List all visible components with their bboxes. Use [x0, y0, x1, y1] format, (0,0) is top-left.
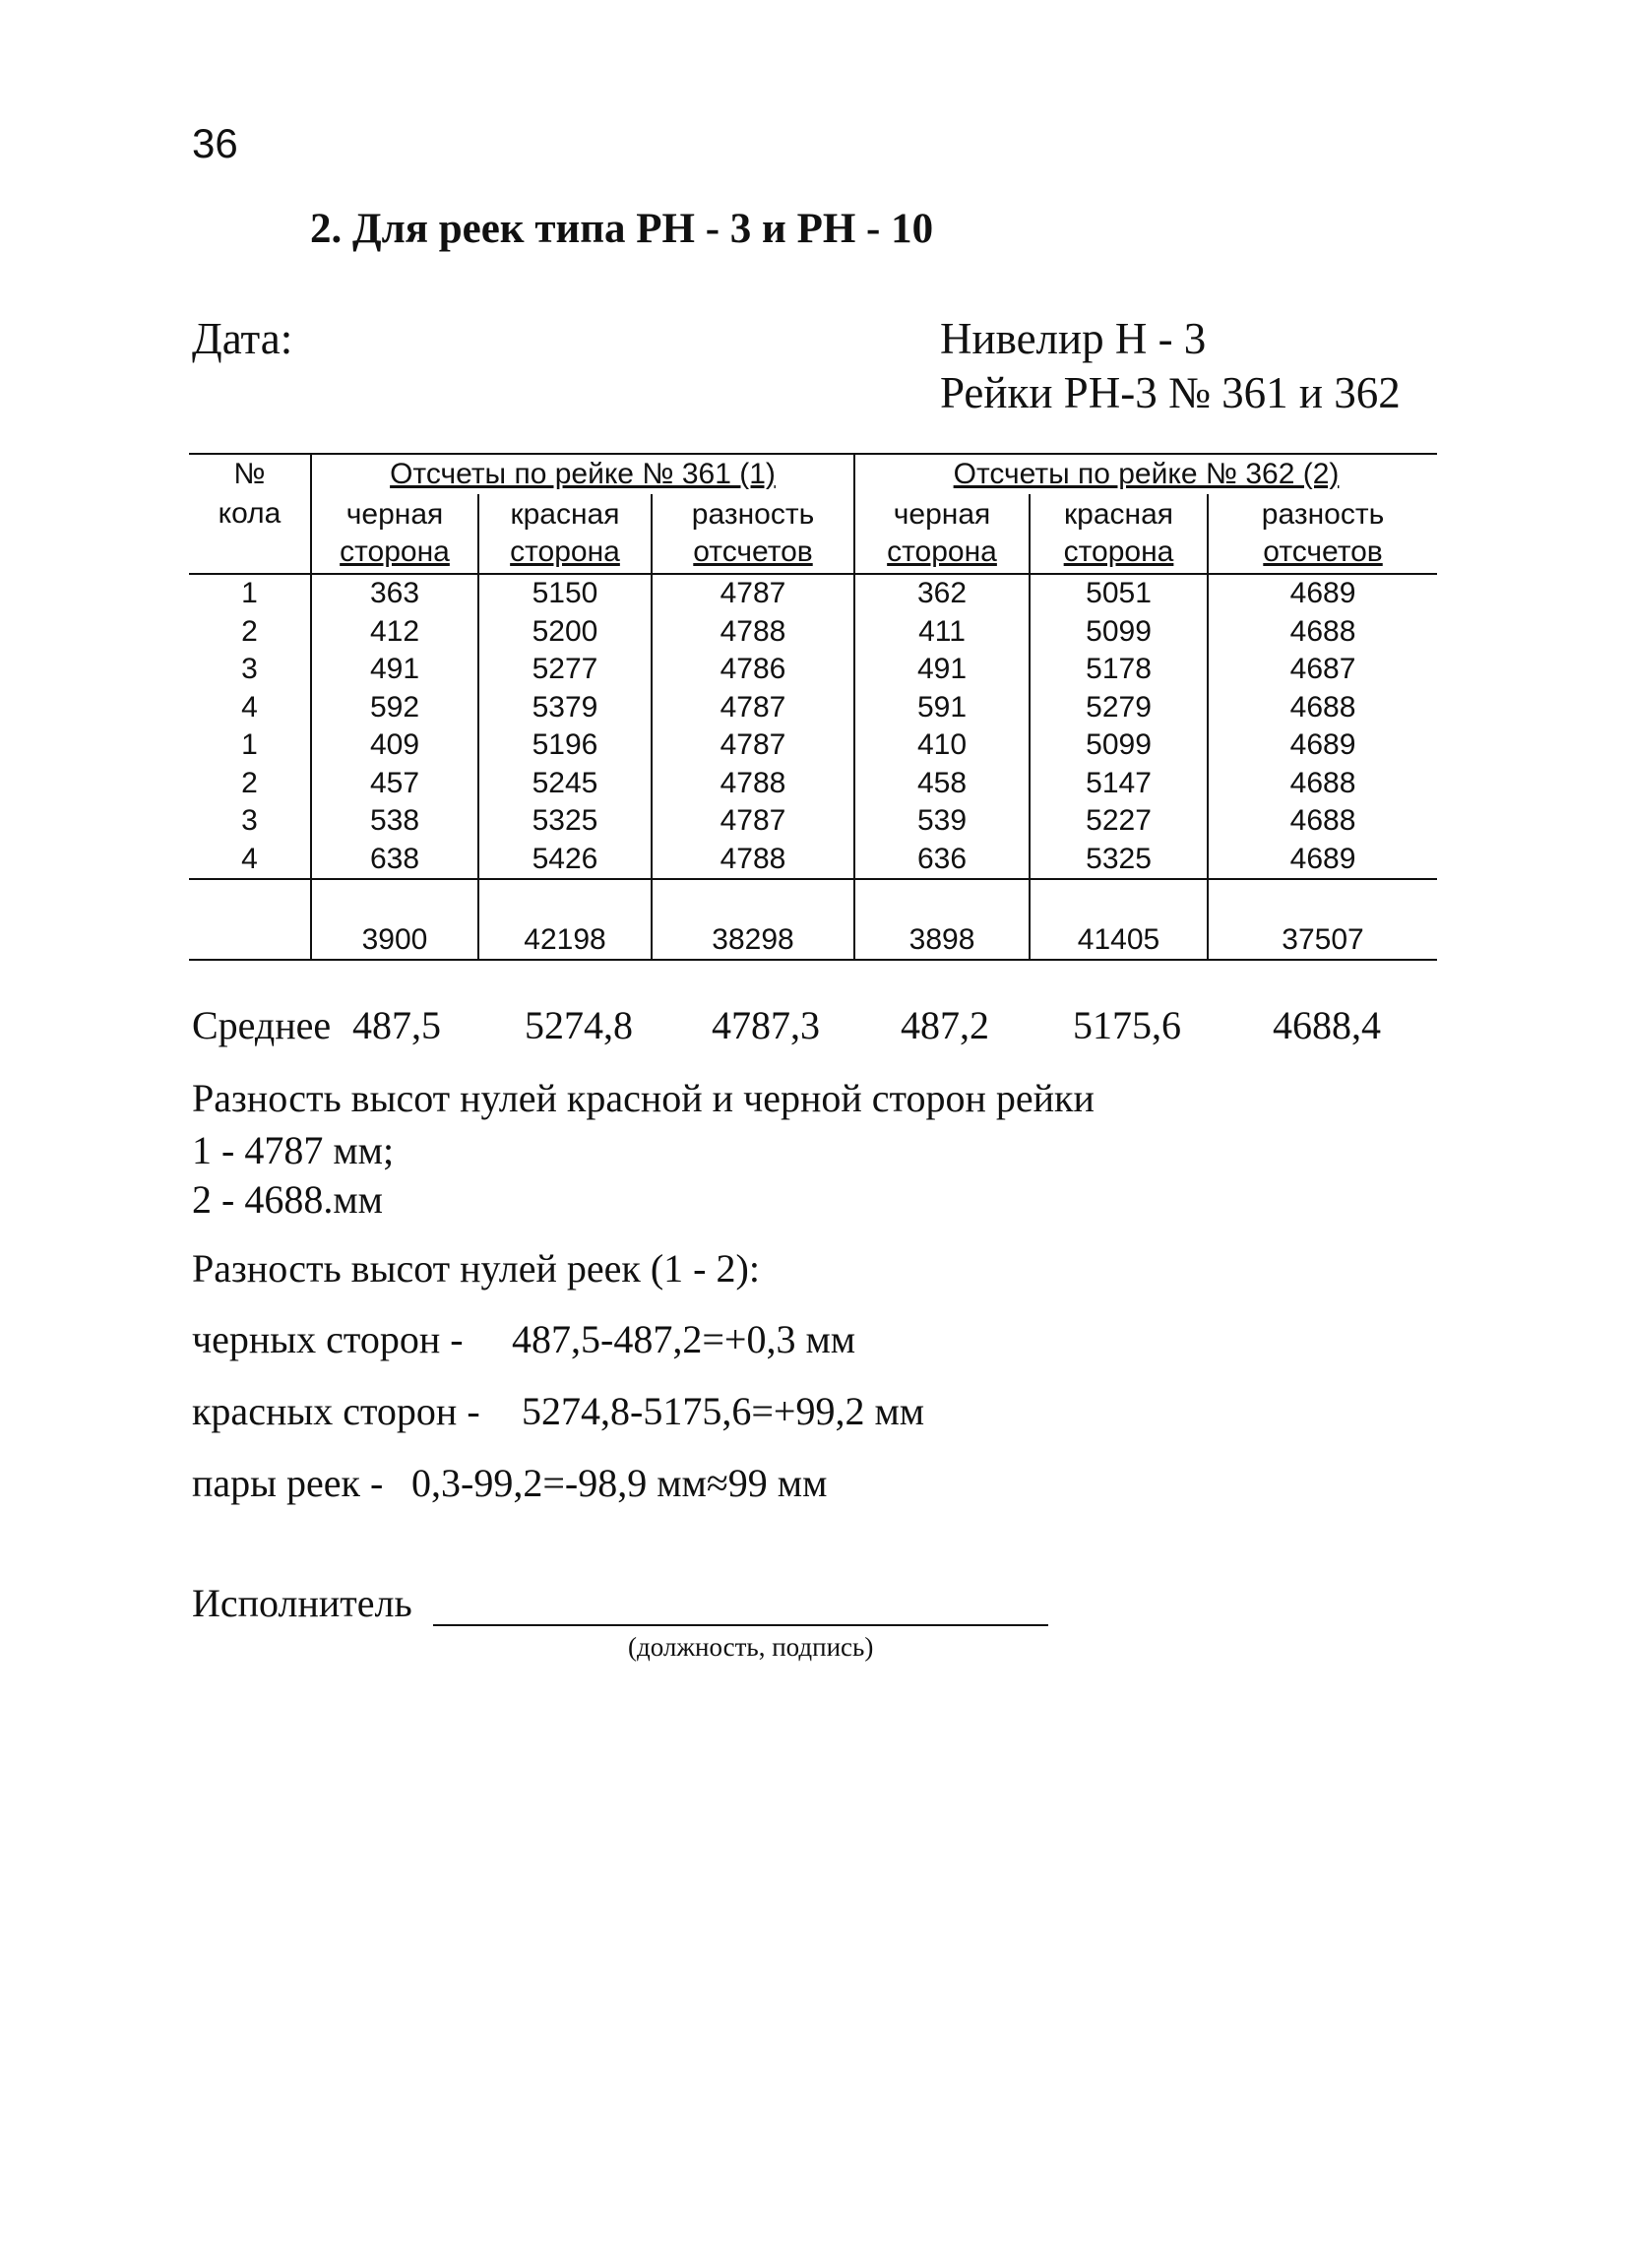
header-no: № [189, 454, 311, 494]
staffs-label: Рейки РН-3 № 361 и 362 [940, 368, 1401, 417]
reading-cell: 4689 [1208, 726, 1437, 765]
reading-cell: 4687 [1208, 651, 1437, 689]
table-row [189, 765, 1437, 803]
reading-cell: 410 [854, 726, 1030, 765]
reading-cell: 5325 [1030, 841, 1208, 880]
subheader-black-1: черная сторона [311, 494, 478, 574]
reading-cell: 4787 [652, 689, 854, 727]
reading-cell: 638 [311, 841, 478, 880]
zero-diff-line-1: 1 - 4787 мм; [192, 1128, 395, 1172]
subheader-red-1: красная сторона [478, 494, 652, 574]
subheader-red-2: красная сторона [1030, 494, 1208, 574]
reading-cell: 491 [311, 651, 478, 689]
reading-cell: 4688 [1208, 689, 1437, 727]
signature-line [433, 1624, 1048, 1626]
reading-cell: 458 [854, 765, 1030, 803]
row-number-cell: 1 [241, 728, 258, 762]
sum-cell: 3898 [854, 879, 1030, 960]
page-number: 36 [192, 120, 238, 166]
reading-cell: 592 [311, 689, 478, 727]
reading-cell: 5379 [478, 689, 652, 727]
average-value: 5274,8 [525, 1003, 633, 1047]
subheader-black-2: черная сторона [854, 494, 1030, 574]
row-number-cell: 4 [241, 690, 258, 724]
reading-cell: 539 [854, 802, 1030, 841]
average-value: 5175,6 [1073, 1003, 1181, 1047]
table-sum-row [189, 879, 1437, 960]
average-value: 487,5 [352, 1003, 441, 1047]
table-row [189, 841, 1437, 880]
reading-cell: 5200 [478, 613, 652, 652]
red-sides-value: 5274,8-5175,6=+99,2 мм [522, 1389, 925, 1433]
sum-cell: 41405 [1030, 879, 1208, 960]
reading-cell: 5147 [1030, 765, 1208, 803]
reading-cell: 5051 [1030, 574, 1208, 613]
reading-cell: 411 [854, 613, 1030, 652]
reading-cell: 5279 [1030, 689, 1208, 727]
pair-label: пары реек - [192, 1461, 384, 1505]
reading-cell: 5099 [1030, 726, 1208, 765]
reading-cell: 363 [311, 574, 478, 613]
reading-cell: 457 [311, 765, 478, 803]
zero-diff-line-2: 2 - 4688.мм [192, 1177, 383, 1222]
reading-cell: 4688 [1208, 765, 1437, 803]
header-group-staff-361: Отсчеты по рейке № 361 (1) [311, 454, 854, 494]
sum-cell: 42198 [478, 879, 652, 960]
reading-cell: 362 [854, 574, 1030, 613]
row-number-cell: 3 [241, 653, 258, 686]
instrument-label: Нивелир Н - 3 [940, 314, 1207, 363]
reading-cell: 591 [854, 689, 1030, 727]
staff-diff-heading: Разность высот нулей реек (1 - 2): [192, 1246, 760, 1291]
sum-cell-empty [189, 879, 311, 960]
sum-cell: 38298 [652, 879, 854, 960]
readings-table [189, 453, 1437, 961]
table-row [189, 689, 1437, 727]
reading-cell: 5150 [478, 574, 652, 613]
reading-cell: 409 [311, 726, 478, 765]
reading-cell: 4689 [1208, 574, 1437, 613]
sum-cell: 3900 [311, 879, 478, 960]
average-value: 487,2 [901, 1003, 989, 1047]
header-kola: кола [189, 494, 311, 574]
reading-cell: 4786 [652, 651, 854, 689]
table-header-row [189, 454, 1437, 494]
reading-cell: 636 [854, 841, 1030, 880]
black-sides-label: черных сторон - [192, 1317, 464, 1361]
table-body [189, 574, 1437, 879]
table-row [189, 574, 1437, 613]
table-row [189, 802, 1437, 841]
row-number-cell: 3 [241, 804, 258, 838]
subheader-diff-1: разность отсчетов [652, 494, 854, 574]
reading-cell: 4688 [1208, 802, 1437, 841]
sum-cell: 37507 [1208, 879, 1437, 960]
table-row [189, 613, 1437, 652]
reading-cell: 4787 [652, 726, 854, 765]
pair-value: 0,3-99,2=-98,9 мм≈99 мм [411, 1461, 828, 1505]
table-row [189, 651, 1437, 689]
reading-cell: 5426 [478, 841, 652, 880]
document-title: 2. Для реек типа РН - 3 и РН - 10 [310, 206, 934, 252]
reading-cell: 4688 [1208, 613, 1437, 652]
reading-cell: 5196 [478, 726, 652, 765]
reading-cell: 5325 [478, 802, 652, 841]
reading-cell: 5277 [478, 651, 652, 689]
black-sides-value: 487,5-487,2=+0,3 мм [512, 1317, 856, 1361]
executor-label: Исполнитель [192, 1581, 412, 1625]
row-number-cell: 4 [241, 842, 258, 875]
average-value: 4787,3 [712, 1003, 820, 1047]
table-row [189, 726, 1437, 765]
reading-cell: 412 [311, 613, 478, 652]
reading-cell: 5178 [1030, 651, 1208, 689]
row-number-cell: 2 [241, 766, 258, 799]
reading-cell: 4787 [652, 574, 854, 613]
red-sides-label: красных сторон - [192, 1389, 480, 1433]
signature-caption: (должность, подпись) [628, 1632, 874, 1662]
reading-cell: 4788 [652, 613, 854, 652]
row-number-cell: 1 [241, 577, 258, 610]
reading-cell: 4787 [652, 802, 854, 841]
reading-cell: 4788 [652, 841, 854, 880]
reading-cell: 538 [311, 802, 478, 841]
reading-cell: 5245 [478, 765, 652, 803]
row-number-cell: 2 [241, 614, 258, 648]
table-subheader-row [189, 494, 1437, 574]
reading-cell: 5099 [1030, 613, 1208, 652]
reading-cell: 4788 [652, 765, 854, 803]
reading-cell: 5227 [1030, 802, 1208, 841]
subheader-diff-2: разность отсчетов [1208, 494, 1437, 574]
date-label: Дата: [192, 314, 293, 363]
reading-cell: 491 [854, 651, 1030, 689]
reading-cell: 4689 [1208, 841, 1437, 880]
zero-diff-heading: Разность высот нулей красной и черной сторон рейки [192, 1076, 1095, 1120]
average-value: 4688,4 [1273, 1003, 1381, 1047]
header-group-staff-362: Отсчеты по рейке № 362 (2) [854, 454, 1437, 494]
average-label: Среднее [192, 1003, 332, 1047]
